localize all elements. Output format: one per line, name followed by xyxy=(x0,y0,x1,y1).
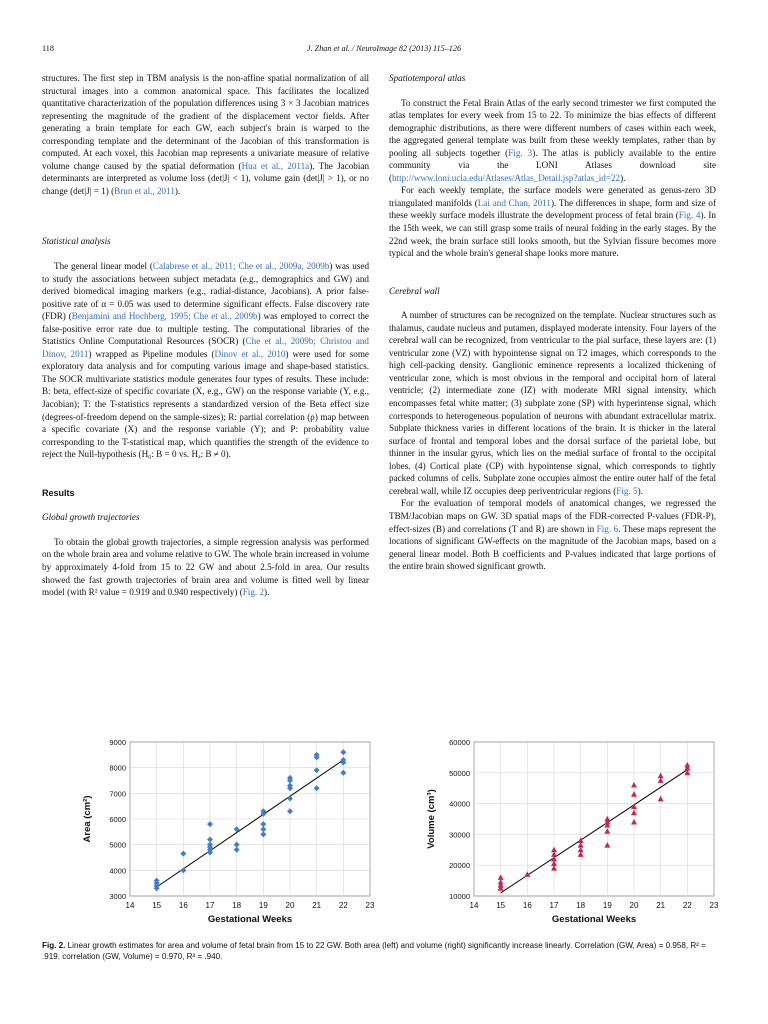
y-tick-label: 10000 xyxy=(449,892,470,901)
y-tick-label: 40000 xyxy=(449,799,470,809)
ref-link[interactable]: Calabrese et al., 2011; Che et al., 2009a, 2009b xyxy=(152,261,330,272)
x-tick-label: 19 xyxy=(602,901,612,910)
heading-results: Results xyxy=(42,487,75,498)
fig-link[interactable]: Fig. 4 xyxy=(678,210,701,221)
ref-link[interactable]: Brun et al., 2011 xyxy=(114,185,175,196)
y-tick-label: 60000 xyxy=(449,738,470,747)
ref-link[interactable]: Hua et al., 2011a xyxy=(241,160,310,171)
plot-area xyxy=(474,742,714,896)
y-axis-label: Volume (cm³) xyxy=(426,789,437,849)
x-tick-label: 16 xyxy=(178,901,188,910)
paragraph-surface-models: For each weekly template, the surface models were generated as genus-zero 3D triangulated manifolds (Lai and Chan, 2011). The differences in shape, form and size of these weekly surface models illustrate the development process of fetal brain (Fig. 4). In the 15th week, we can still grasp some trails of neural folding in the early stages. By the 22nd week, the brain surface still looks smooth, but the Sylvian fissure becomes more typical and the whole brain's general shape looks more mature. xyxy=(389,185,716,259)
y-tick-label: 6000 xyxy=(109,815,126,824)
y-tick-label: 5000 xyxy=(109,840,126,850)
y-tick-label: 30000 xyxy=(449,830,470,840)
x-tick-label: 23 xyxy=(365,901,375,910)
x-tick-label: 17 xyxy=(549,901,559,910)
y-tick-label: 9000 xyxy=(109,738,126,747)
x-tick-label: 15 xyxy=(152,901,162,910)
x-tick-label: 21 xyxy=(656,901,666,910)
y-tick-label: 20000 xyxy=(449,861,470,871)
x-tick-label: 23 xyxy=(709,901,719,910)
area-scatter-chart xyxy=(42,736,382,936)
ref-link[interactable]: Che et al., 2009b; Christou and Dinov, 2011 xyxy=(42,336,369,359)
paragraph-temporal-models: For the evaluation of temporal models of anatomical changes, we regressed the TBM/Jacobian maps on GW. 3D spatial maps of the FDR-corrected P-values (FDR-P), effect-sizes (B) and correlations (T and R) are shown in Fig. 6. These maps represent the locations of significant GW-effects on the magnitude of the Jacobian maps, based on a general linear model. Both B coefficients and P-values indicated that large portions of the entire brain showed significant growth. xyxy=(389,498,716,572)
x-tick-label: 16 xyxy=(522,901,532,910)
caption-text: Linear growth estimates for area and volume of fetal brain from 15 to 22 GW. Both area (left) and volume (right) significantly increase linearly. Correlation (GW, Area) = 0.958, R² = .919. correlation (GW, Volume) = 0.970, R² = .940. xyxy=(42,941,706,961)
y-tick-label: 7000 xyxy=(109,789,126,799)
paragraph-cerebral-wall: A number of structures can be recognized on the template. Nuclear structures such as thalamus, caudate nucleus and putamen, displayed moderate intensity. Four layers of the cerebral wall can be recognized, from ventricular to the pial surface, these layers are: (1) ventricular zone (VZ) with hypointense signal on T2 images, which corresponds to the high cell-packing density. Ganglionic eminence represents a localized thickening of ventricular zone, which is most obvious in the temporal and occipital horn of lateral ventricle; (2) intermediate zone (IZ) with moderate MRI signal intensity, which encompasses fetal white matter; (3) subplate zone (SP) with hyperintense signal, which corresponds to heterogeneous population of neurons with abundant extracellular matrix. Subplate thickness varies in different locations of the brain. It is thicker in the lateral surface of frontal and temporal lobes and the dorsal surface of the parietal lobe, but thinner in the insular gyrus, which lies on the medial surface of frontal to the occipital lobes. (4) Cortical plate (CP) with hypointense signal, which corresponds to tightly packed columns of cells. Subplate zone occupies almost the entire outer half of the fetal cerebral wall, while IZ occupies deep periventricular regions (Fig. 5). xyxy=(389,310,716,496)
x-tick-label: 17 xyxy=(205,901,215,910)
figure-2 xyxy=(42,736,726,936)
ref-link[interactable]: Benjamini and Hochberg, 1995; Che et al., 2009b xyxy=(71,311,258,322)
x-tick-label: 18 xyxy=(232,901,242,910)
ref-link[interactable]: Dinov et al., 2010 xyxy=(214,348,286,359)
heading-global-growth: Global growth trajectories xyxy=(42,512,140,523)
y-tick-label: 50000 xyxy=(449,768,470,778)
x-tick-label: 20 xyxy=(629,901,639,910)
x-tick-label: 22 xyxy=(338,901,348,910)
paragraph-statistics: The general linear model (Calabrese et al., 2011; Che et al., 2009a, 2009b) was used to study the associations between subject metadata (e.g., demographics and GW) and derived biomedical imaging markers (e.g., radial-distance, Jacobians). A prior false-positive rate of α = 0.05 was used to determine significant effects. False discovery rate (FDR) (Benjamini and Hochberg, 1995; Che et al., 2009b) was employed to correct the false-positive error rate due to multiple testing. The computational libraries of the Statistics Online Computational Resources (SOCR) (Che et al., 2009b; Christou and Dinov, 2011) wrapped as Pipeline modules (Dinov et al., 2010) were used for some exploratory data analysis and for computing various image and shape-based statistics. The SOCR multivariate statistics module generates four types of results. These include: B: beta, effect-size of specific covariate (X, e.g., GW) on the response variable (Y, e.g., Jacobian); T: the T-statistics represents a standardized version of the Beta effect size (degrees-of-freedom depend on the sample-sizes); R: partial correlation (ρ) map between a specific covariate (X) and the response variable (Y); and P: probability value corresponding to the T-statistical map, which quantifies the strength of the evidence to reject the Null-hypothesis (H₀: B = 0 vs. Hₐ: B ≠ 0). xyxy=(42,261,370,460)
heading-cerebral-wall: Cerebral wall xyxy=(389,285,440,296)
fig-link[interactable]: Fig. 5 xyxy=(616,485,638,496)
paragraph-global-growth: To obtain the global growth trajectories, a simple regression analysis was performed on the whole brain area and volume relative to GW. The whole brain increased in volume by approximately 4-fold from 15 to 22 GW and about 2.5-fold in area. Our results showed the fast growth trajectories of brain area and volume is fitted well by linear model (with R² value = 0.919 and 0.940 respectively) (Fig. 2). xyxy=(42,536,369,598)
heading-statistical-analysis: Statistical analysis xyxy=(42,236,111,247)
x-axis-label: Gestational Weeks xyxy=(551,914,637,925)
heading-spatiotemporal-atlas: Spatiotemporal atlas xyxy=(389,73,466,83)
left-column xyxy=(42,72,369,599)
ref-link[interactable]: Lai and Chan, 2011 xyxy=(477,197,551,208)
y-tick-label: 8000 xyxy=(109,763,126,773)
paragraph-tbm: structures. The first step in TBM analysis is the non-affine spatial normalization of all structural images into a common anatomical space. This facilitates the localized quantitative characterization of the population differences using 3 × 3 Jacobian matrices representing the magnitude of the gradient of the displacement vector fields. After generating a brain template for each GW, each subject's brain is warped to the corresponding template and the determinant of the Jacobian of this transformation is computed. At each voxel, this Jacobian map represents a univariate measure of relative volume change caused by the spatial deformation (Hua et al., 2011a). The Jacobian determinants are interpreted as volume loss (det|J| < 1), volume gain (det|J| > 1), or no change (det|J| = 1) (Brun et al., 2011). xyxy=(42,73,370,196)
fig-link[interactable]: Fig. 6 xyxy=(596,523,619,534)
x-tick-label: 22 xyxy=(682,901,692,910)
y-tick-label: 4000 xyxy=(109,866,126,876)
x-tick-label: 14 xyxy=(469,901,479,910)
fig-link[interactable]: Fig. 2 xyxy=(242,587,265,598)
y-axis-label: Area (cm²) xyxy=(82,795,93,843)
figure-caption xyxy=(42,940,726,962)
volume-scatter-chart xyxy=(386,736,726,936)
x-tick-label: 14 xyxy=(125,901,135,910)
x-axis-label: Gestational Weeks xyxy=(207,914,293,925)
right-column xyxy=(389,72,716,573)
paragraph-atlas: To construct the Fetal Brain Atlas of the early second trimester we first computed the atlas templates for every week from 15 to 22. To minimize the bias effects of different demographic distributions, as there were different numbers of cases within each week, the aggregated general template was built from these weekly templates, rather than by pooling all subjects together (Fig. 3). The atlas is publicly available to the entire community via the LONI Atlases download site (http://www.loni.ucla.edu/Atlases/Atlas_Detail.jsp?atlas_id=22). xyxy=(389,97,716,183)
y-tick-label: 3000 xyxy=(109,892,126,901)
journal-citation: J. Zhan et al. / NeuroImage 82 (2013) 115–126 xyxy=(306,44,462,53)
x-tick-label: 20 xyxy=(285,901,295,910)
fig-link[interactable]: Fig. 3 xyxy=(508,147,533,158)
x-tick-label: 21 xyxy=(312,901,322,910)
caption-label: Fig. 2. xyxy=(42,941,66,950)
x-tick-label: 18 xyxy=(576,901,586,910)
x-tick-label: 19 xyxy=(258,901,268,910)
page-number: 118 xyxy=(42,44,54,53)
atlas-url-link[interactable]: http://www.loni.ucla.edu/Atlases/Atlas_Detail.jsp?atlas_id=22 xyxy=(392,172,621,183)
x-tick-label: 15 xyxy=(496,901,506,910)
